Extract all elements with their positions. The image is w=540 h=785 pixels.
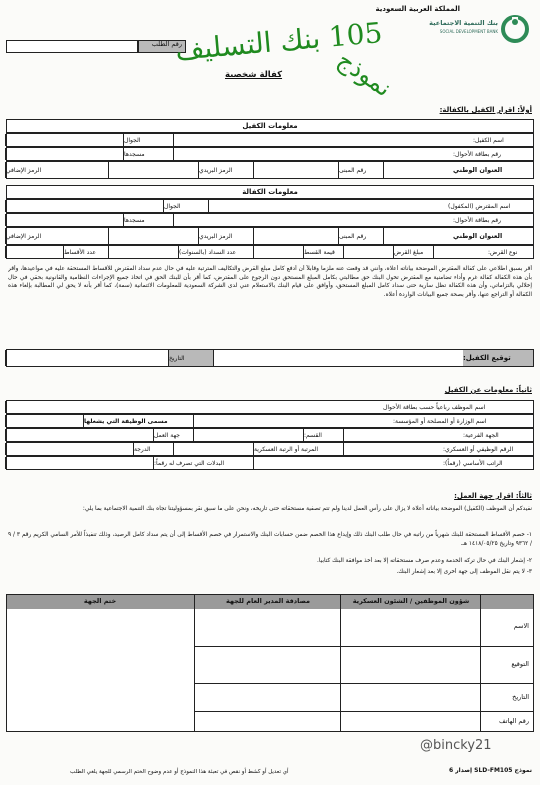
employee-row-3	[6, 428, 534, 442]
guarantor-postal-label: الرمز البريدي	[198, 162, 253, 178]
borrower-id-field[interactable]	[173, 214, 453, 226]
guarantor-row-1	[6, 133, 534, 147]
bank-logo-icon	[500, 14, 530, 44]
borrower-id-source-label: مسجدها	[123, 214, 173, 226]
employee-name-field[interactable]	[5, 401, 383, 413]
grade-label: الدرجة	[133, 443, 173, 455]
guarantor-name-field[interactable]	[173, 134, 473, 146]
guarantee-header-label: معلومات الكفالة	[242, 188, 298, 196]
stamp-header: ختم الجهة	[83, 597, 117, 605]
guarantor-extra-label: الرمز الإضافي	[5, 162, 108, 178]
borrower-mobile-field[interactable]	[5, 200, 163, 212]
work-entity-field[interactable]	[5, 429, 153, 441]
guarantor-row-3	[6, 161, 534, 179]
borrower-mobile-label: الجوال	[163, 200, 208, 212]
borrower-postal-field[interactable]	[253, 228, 338, 244]
employee-row-5	[6, 456, 534, 470]
hr-name-field[interactable]	[341, 610, 480, 646]
rank-field[interactable]	[173, 443, 253, 455]
loan-type-label: نوع القرض:	[488, 248, 518, 256]
borrower-name-label: اسم المقترض (المكفول)	[448, 202, 511, 210]
guarantee-row-2	[6, 213, 534, 227]
loan-row	[6, 245, 534, 259]
guarantor-id-source-label: مسجدها	[123, 148, 173, 160]
job-title-field[interactable]	[5, 415, 83, 427]
borrower-extra-field[interactable]	[108, 228, 198, 244]
allowances-field[interactable]	[5, 457, 153, 469]
guarantor-extra-field[interactable]	[108, 162, 198, 178]
stamp-text-side: نموذج	[332, 45, 397, 103]
guarantor-name-label: اسم الكفيل:	[473, 136, 504, 144]
borrower-building-field[interactable]	[383, 228, 453, 244]
row-label-phone: رقم الهاتف	[499, 717, 529, 725]
borrower-name-field[interactable]	[208, 200, 448, 212]
bank-name-ar: بنك التنمية الاجتماعية	[429, 19, 498, 27]
borrower-address-label: العنوان الوطني	[453, 232, 503, 240]
kingdom-label: المملكة العربية السعودية	[375, 5, 460, 13]
borrower-id-source-field[interactable]	[5, 214, 123, 226]
employer-clause-1: ١- خصم الأقساط المستحقة للبنك شهرياً من راتبه في حال طلب البنك ذلك وإيداع هذا الخصم ضمن حسابات البنك والاستمرار في خصم الأقساط إلى أن يتم سداد كامل الرصيد، وذلك تنفيذاً للأمر السامي الكريم رقم ٣ / ٩ / ٩٣٦٢ وتاريخ ١٤١٨/٠٥/٢٥ هـ.	[8, 532, 533, 547]
borrower-building-label: رقم المبنى	[338, 228, 383, 244]
basic-salary-field[interactable]	[253, 457, 443, 469]
department-field[interactable]	[193, 429, 303, 441]
guarantor-id-source-field[interactable]	[5, 148, 123, 160]
repayment-years-label: عدد السداد (بالسنوات)	[178, 246, 253, 258]
loan-amount-label: مبلغ القرض	[393, 246, 433, 258]
employer-table	[6, 594, 534, 732]
guarantee-header	[6, 185, 534, 199]
ministry-field[interactable]	[193, 415, 393, 427]
work-entity-label: جهة العمل	[153, 429, 193, 441]
row-label-name: الاسم	[513, 622, 529, 630]
guarantor-address-label: العنوان الوطني	[453, 166, 503, 174]
signature-label: توقيع الكفيل:	[463, 350, 533, 366]
entity-stamp-field[interactable]	[7, 610, 194, 731]
guarantor-building-field[interactable]	[383, 162, 453, 178]
installment-count-label: عدد الأقساط	[63, 246, 108, 258]
guarantor-header-label: معلومات الكفيل	[242, 122, 298, 130]
borrower-postal-label: الرمز البريدي	[198, 228, 253, 244]
sub-entity-label: الجهة الفرعية:	[463, 431, 499, 439]
installment-value-label: قيمة القسط	[303, 246, 343, 258]
guarantee-row-3	[6, 227, 534, 245]
guarantor-declaration: أقر بسبق اطلاعي على كفالة المقترض الموضحة بياناته أعلاه، وأنني قد وقعت عنه ملزماً وقابلاً أن أدفع كامل مبلغ القرض والتكاليف المترتبة عليه في حال عدم سداد المقترض للأقساط المستحقة عليه في مواعيدها، وأقر بأن هذه الكفالة كفالة غرم وأداء تضامنية مع المقترض تخول البنك حق مطالبتي بكامل المبلغ المستحق دون الرجوع على المقترض، كما أقر بأن للبنك الحق في اتخاذ جميع الإجراءات النظامية والقانونية بحقي في حال إخلالي بالتزاماتي، وأن هذه الكفالة تظل سارية حتى سداد كامل المبلغ المستحق، وأوافق على قيام البنك بالاستعلام عني لدى الشركة السعودية للمعلومات الائتمانية (سمة)، كما أقر بأنه لا يحق لي المطالبة بإلغاء هذه الكفالة أو التراجع عنها، وأقر بصحة جميع البيانات الواردة أعلاه.	[8, 266, 532, 298]
footer-note: أي تعديل أو كشط أو نقص في تعبئة هذا النموذج أو عدم وضوح الختم الرسمي للجهة يلغي الطلب	[70, 769, 289, 775]
bank-name-en: SOCIAL DEVELOPMENT BANK	[439, 29, 498, 34]
installment-value-field[interactable]	[253, 246, 303, 258]
sub-entity-field[interactable]	[343, 429, 463, 441]
section3-heading: ثالثاً: اقرار جهة العمل:	[454, 492, 532, 500]
signature-date-label: التاريخ	[168, 350, 213, 366]
allowances-label: البدلات التي تصرف له رقماً:	[153, 457, 253, 469]
grade-field[interactable]	[5, 443, 133, 455]
hr-header: شؤون الموظفين / الشئون العسكرية	[352, 597, 470, 605]
employer-clause-2: ٢- إشعار البنك في حال تركه الخدمة وعدم صرف مستحقاته إلا بعد أخذ موافقة البنك كتابياً.	[316, 558, 532, 564]
form-code: نموذج SLD-FM105 إصدار 6	[448, 767, 532, 774]
repayment-years-field[interactable]	[108, 246, 178, 258]
employer-statement: نفيدكم أن الموظف (الكفيل) الموضحة بياناته أعلاه لا يزال على رأس العمل لدينا ولم تتم تصفية مستحقاته حتى تاريخه، ونحن على ما سبق نقر بمسؤوليتنا تجاه بنك التنمية الاجتماعية بما يلي:	[82, 506, 532, 512]
guarantor-building-label: رقم المبنى	[338, 162, 383, 178]
signature-field[interactable]	[213, 350, 463, 366]
guarantor-postal-field[interactable]	[253, 162, 338, 178]
loan-type-field[interactable]	[433, 246, 488, 258]
ministry-label: اسم الوزارة أو المصلحة أو المؤسسة:	[393, 417, 487, 425]
loan-amount-field[interactable]	[343, 246, 393, 258]
section1-heading: أولاً: اقرار الكفيل بالكفالة:	[439, 106, 532, 114]
director-header: مصادقة المدير العام للجهة	[225, 597, 310, 605]
bank-logo	[429, 14, 530, 48]
employee-row-4	[6, 442, 534, 456]
installment-count-field[interactable]	[5, 246, 63, 258]
signature-row	[6, 349, 534, 367]
row-label-date: التاريخ	[512, 693, 529, 701]
employee-name-label: اسم الموظف رباعياً حسب بطاقة الأحوال	[383, 403, 486, 411]
employee-number-field[interactable]	[343, 443, 443, 455]
rank-label: المرتبة أو الرتبة العسكرية	[253, 443, 343, 455]
job-title-label: مسمى الوظيفة التي يشغلها	[83, 415, 193, 427]
row-label-signature: التوقيع	[511, 660, 529, 668]
employee-row-2	[6, 414, 534, 428]
request-number-field[interactable]	[6, 40, 138, 53]
guarantor-header	[6, 119, 534, 133]
watermark: @bincky21	[420, 738, 492, 753]
guarantor-mobile-field[interactable]	[5, 134, 123, 146]
director-name-field[interactable]	[195, 610, 340, 646]
employee-number-label: الرقم الوظيفي أو العسكري:	[443, 445, 514, 453]
guarantor-row-2	[6, 147, 534, 161]
basic-salary-label: الراتب الأساسي (رقماً):	[443, 459, 503, 467]
stamp-text-main: 105 بنك التسليف	[173, 16, 384, 67]
employer-clause-3: ٣- لا يتم نقل الموظف إلى جهة أخرى إلا بعد إشعار البنك.	[396, 569, 532, 575]
guarantor-mobile-label: الجوال	[123, 134, 173, 146]
borrower-id-label: رقم بطاقة الأحوال:	[453, 216, 502, 224]
signature-date-field[interactable]	[5, 350, 168, 366]
request-number-label: رقم الطلب	[138, 40, 186, 53]
guarantor-id-label: رقم بطاقة الأحوال:	[453, 150, 502, 158]
borrower-extra-label: الرمز الإضافي	[5, 228, 108, 244]
guarantee-row-1	[6, 199, 534, 213]
section2-heading: ثانياً: معلومات عن الكفيل	[444, 386, 532, 394]
guarantor-id-field[interactable]	[173, 148, 453, 160]
employee-row-1	[6, 400, 534, 414]
form-title: كفالة شخصية	[225, 70, 283, 80]
department-label: القسم:	[303, 429, 343, 441]
